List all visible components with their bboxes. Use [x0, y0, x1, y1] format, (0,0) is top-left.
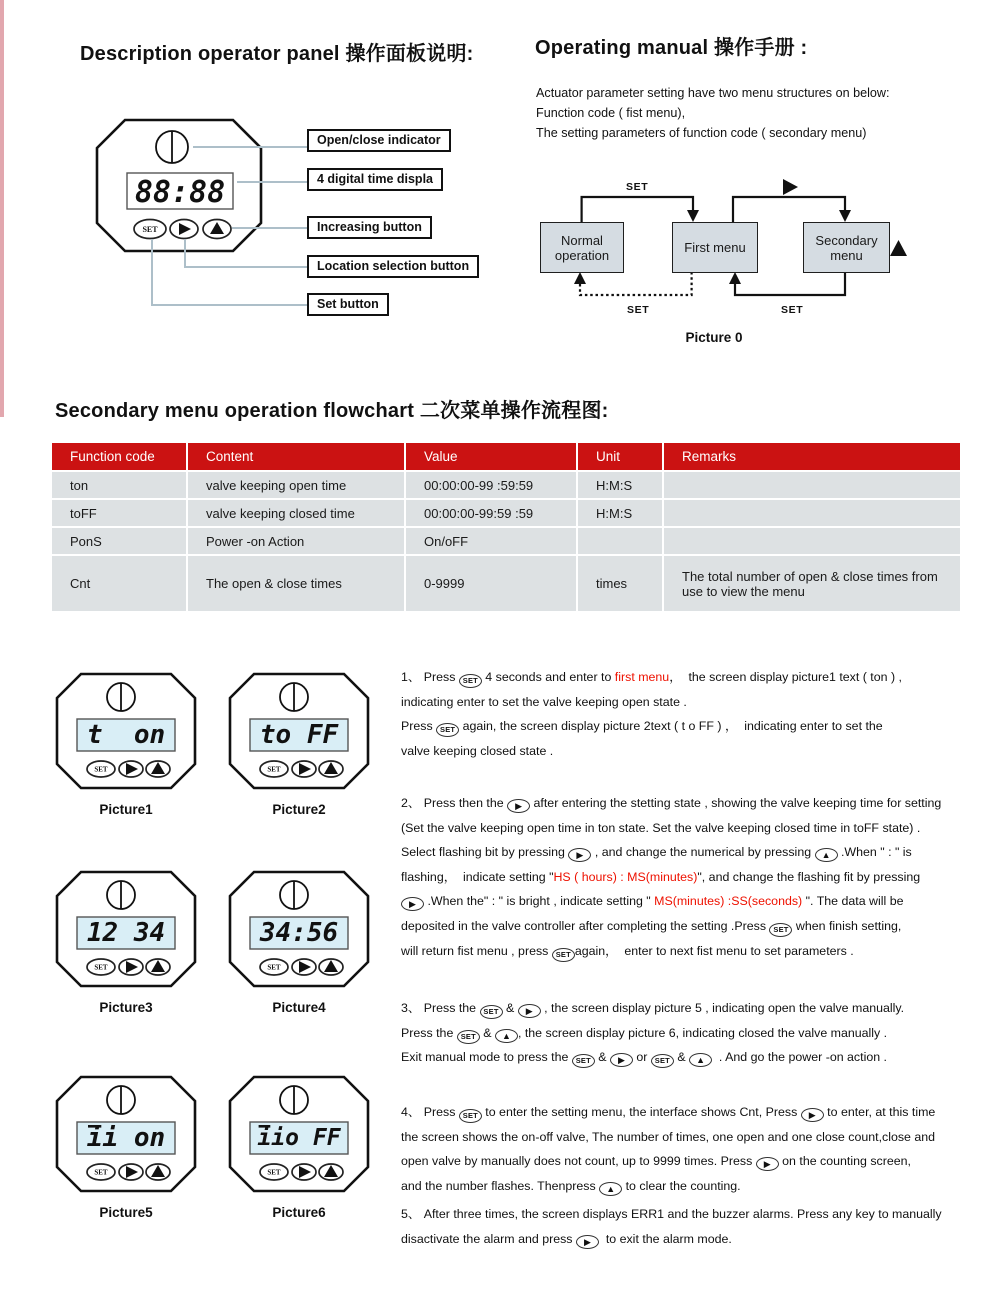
- device-illustration: [55, 870, 197, 988]
- set-key-icon: SET: [552, 948, 575, 962]
- instruction-text: valve keeping closed state .: [401, 743, 554, 758]
- up-key-icon: ▲: [495, 1029, 518, 1043]
- set-key-icon: SET: [459, 1109, 482, 1123]
- table-cell: valve keeping open time: [188, 472, 406, 498]
- instruction-item-3: [401, 996, 904, 1070]
- instruction-line: [401, 1021, 904, 1046]
- picture-caption: Picture3: [99, 1000, 153, 1015]
- instruction-line: [401, 840, 941, 865]
- instruction-text: Press the: [401, 1025, 457, 1040]
- section2-title: Operating manual 操作手册 :: [535, 37, 808, 59]
- set-button-label: SET: [267, 1168, 281, 1177]
- instruction-text: &: [673, 1050, 690, 1065]
- picture-card-3: [55, 870, 197, 1015]
- up-key-icon: ▲: [599, 1182, 622, 1196]
- device-label-1: Open/close indicator: [307, 129, 451, 152]
- instruction-text: Press: [401, 719, 437, 734]
- right-key-icon: ▶: [518, 1004, 541, 1018]
- table-header-row: [52, 443, 960, 470]
- instruction-text: ". The data will be: [802, 894, 904, 909]
- instruction-text: to clear the counting.: [622, 1178, 741, 1193]
- instruction-text: after entering the stetting state , showing the valve keeping time for setting: [530, 796, 942, 810]
- intro-line-1: Actuator parameter setting have two menu structures on below:: [536, 86, 890, 100]
- set-key-icon: SET: [651, 1054, 674, 1068]
- table-header-cell: Remarks: [664, 443, 960, 470]
- table-cell: toFF: [52, 500, 188, 526]
- parameter-table: [52, 443, 960, 613]
- instruction-text: when finish setting,: [792, 918, 902, 933]
- instruction-text: deposited in the valve controller after completing the setting .Press: [401, 918, 770, 933]
- instruction-text: &: [479, 1025, 495, 1040]
- instruction-text: Select flashing bit by pressing: [401, 845, 569, 860]
- instruction-text: , and change the numerical by pressing: [591, 845, 815, 860]
- operator-panel-device: [95, 118, 263, 253]
- right-key-icon: ▶: [576, 1235, 599, 1249]
- arrowhead-up: [729, 272, 741, 284]
- arrow-secondary-to-first: [735, 272, 845, 295]
- device-illustration: [55, 1075, 197, 1193]
- table-header-cell: Content: [188, 443, 406, 470]
- left-edge-strip: [0, 0, 4, 417]
- device-illustration: [228, 870, 370, 988]
- set-key-icon: SET: [769, 923, 792, 937]
- table-cell: H:M:S: [578, 500, 664, 526]
- instruction-line: [401, 996, 904, 1021]
- set-button-label: SET: [267, 765, 281, 774]
- table-cell: The open & close times: [188, 556, 406, 611]
- instruction-text: to enter the setting menu, the interface shows Cnt, Press: [481, 1105, 801, 1119]
- section3-title: Secondary menu operation flowchart 二次菜单操作流程图:: [55, 400, 609, 422]
- flowchart-box-normal-operation: Normal operation: [540, 222, 624, 273]
- instruction-text: , the screen display picture 6, indicating closed the valve manually .: [517, 1025, 888, 1040]
- instruction-item-4: [401, 1100, 935, 1198]
- instruction-text: again， enter to next fist menu to set parameters .: [574, 943, 854, 958]
- right-key-icon: ▶: [610, 1053, 633, 1067]
- picture-caption: Picture4: [272, 1000, 326, 1015]
- picture-caption: Picture2: [272, 802, 326, 817]
- device-label-4: Location selection button: [307, 255, 479, 278]
- connector-line: [237, 181, 307, 183]
- instruction-line: [401, 1202, 942, 1227]
- instruction-text: 2、 Press then the: [401, 796, 508, 810]
- table-cell: 00:00:00-99:59 :59: [406, 500, 578, 526]
- arrowhead-up: [574, 272, 586, 284]
- instruction-text: Exit manual mode to press the: [401, 1050, 572, 1065]
- connector-line: [184, 266, 307, 268]
- instruction-line: [401, 939, 941, 964]
- table-cell: The total number of open & close times from use to view the menu: [664, 556, 960, 611]
- flowchart-box-secondary-menu: Secondary menu: [803, 222, 890, 273]
- lcd-text: to FF: [259, 720, 339, 750]
- instruction-line: [401, 665, 902, 690]
- set-key-icon: SET: [480, 1005, 503, 1019]
- instruction-text: will return fist menu , press: [401, 943, 552, 958]
- instruction-text: open valve by manually does not count, up to 9999 times. Press: [401, 1154, 756, 1169]
- connector-line: [151, 304, 307, 306]
- table-row: [52, 556, 960, 611]
- instruction-line: [401, 1045, 904, 1070]
- table-cell: On/oFF: [406, 528, 578, 554]
- lcd-text: 88:88: [134, 175, 226, 210]
- table-cell: [664, 528, 960, 554]
- table-cell: Power -on Action: [188, 528, 406, 554]
- table-cell: H:M:S: [578, 472, 664, 498]
- instruction-item-1: [401, 665, 902, 763]
- up-key-icon: ▲: [689, 1053, 712, 1067]
- picture-card-2: [228, 672, 370, 817]
- table-cell: [664, 472, 960, 498]
- instruction-text: disactivate the alarm and press: [401, 1231, 576, 1246]
- picture-caption: Picture5: [99, 1205, 153, 1220]
- set-key-icon: SET: [436, 723, 459, 737]
- device-label-3: Increasing button: [307, 216, 432, 239]
- picture-caption: Picture1: [99, 802, 153, 817]
- lcd-text: 34:56: [259, 918, 339, 948]
- set-button-label: SET: [267, 963, 281, 972]
- arrowhead-down: [839, 210, 851, 222]
- set-button-label: SET: [94, 1168, 108, 1177]
- instruction-line: [401, 816, 941, 841]
- instruction-text: or: [632, 1050, 651, 1065]
- instruction-text: . And go the power -on action .: [712, 1050, 887, 1065]
- set-key-icon: SET: [572, 1054, 595, 1068]
- intro-line-2: Function code ( fist menu),: [536, 106, 686, 120]
- set-button-label: SET: [142, 224, 158, 234]
- flowchart-box-first-menu: First menu: [672, 222, 758, 273]
- arrow-first-to-normal-dotted: [580, 272, 692, 295]
- instruction-line: [401, 1125, 935, 1150]
- instruction-text: 1、 Press: [401, 670, 459, 684]
- instruction-text: 5、 After three times, the screen displays ERR1 and the buzzer alarms. Press any key to manually: [401, 1207, 942, 1221]
- right-key-icon: ▶: [756, 1157, 779, 1171]
- right-key-icon: ▶: [507, 799, 530, 813]
- instruction-text: &: [594, 1050, 610, 1065]
- instruction-text: (Set the valve keeping open time in ton state. Set the valve keeping closed time in toFF state) .: [401, 820, 921, 835]
- instruction-text: &: [502, 1001, 518, 1015]
- instruction-text: 3、 Press the: [401, 1001, 480, 1015]
- table-row: [52, 500, 960, 526]
- instruction-item-5: [401, 1202, 942, 1251]
- flowchart-caption: Picture 0: [685, 330, 743, 345]
- section1-title: Description operator panel 操作面板说明:: [80, 43, 474, 65]
- instruction-line: [401, 739, 902, 764]
- connector-line: [193, 146, 307, 148]
- instruction-text: 4、 Press: [401, 1105, 459, 1119]
- table-cell: ton: [52, 472, 188, 498]
- up-key-icon: ▲: [815, 848, 838, 862]
- instruction-text: to exit the alarm mode.: [598, 1231, 732, 1246]
- instruction-text: again, the screen display picture 2text ( t o FF ) ， indicating enter to set the: [459, 719, 883, 734]
- instruction-line: [401, 1100, 935, 1125]
- arrow-first-to-secondary: [733, 197, 845, 222]
- instruction-text: ， the screen display picture1 text ( ton ) ,: [669, 670, 902, 684]
- flowchart-set-label-bottom-right: SET: [781, 304, 804, 316]
- set-key-icon: SET: [457, 1030, 480, 1044]
- instruction-text: .When " : " is: [837, 845, 912, 860]
- instruction-text-red: HS ( hours) : MS(minutes): [553, 869, 698, 884]
- set-key-icon: SET: [459, 674, 482, 688]
- instruction-line: [401, 914, 941, 939]
- table-cell: PonS: [52, 528, 188, 554]
- instruction-text-red: MS(minutes) :SS(seconds): [654, 894, 803, 909]
- device-illustration: [95, 118, 263, 253]
- right-key-icon: ▶: [401, 897, 424, 911]
- right-key-icon: ▶: [568, 848, 591, 862]
- right-key-icon: ▶: [801, 1108, 824, 1122]
- instruction-text: ", and change the flashing fit by pressing: [697, 869, 921, 884]
- up-arrow-key-icon: [890, 240, 907, 256]
- table-header-cell: Unit: [578, 443, 664, 470]
- right-arrow-key-icon: [783, 179, 798, 195]
- instruction-text: , the screen display picture 5 , indicating open the valve manually.: [540, 1001, 905, 1015]
- instruction-text: to enter, at this time: [823, 1105, 936, 1119]
- table-row: [52, 472, 960, 498]
- set-button-label: SET: [94, 765, 108, 774]
- instruction-text: the screen shows the on-off valve, The number of times, one open and one close count,close and: [401, 1129, 936, 1144]
- set-button-label: SET: [94, 963, 108, 972]
- table-row: [52, 528, 960, 554]
- picture-caption: Picture6: [272, 1205, 326, 1220]
- table-cell: Cnt: [52, 556, 188, 611]
- instruction-text: on the counting screen,: [778, 1154, 911, 1169]
- instruction-line: [401, 791, 941, 816]
- instruction-line: [401, 1149, 935, 1174]
- device-label-5: Set button: [307, 293, 389, 316]
- instruction-text: and the number flashes. Thenpress: [401, 1178, 600, 1193]
- picture-card-6: [228, 1075, 370, 1220]
- lcd-text: ii on: [86, 1123, 166, 1153]
- table-header-cell: Value: [406, 443, 578, 470]
- instruction-line: [401, 1227, 942, 1252]
- instruction-item-2: [401, 791, 941, 963]
- table-cell: [664, 500, 960, 526]
- instruction-text: indicating enter to set the valve keeping open state .: [401, 694, 687, 709]
- table-cell: 0-9999: [406, 556, 578, 611]
- instruction-line: [401, 714, 902, 739]
- picture-card-5: [55, 1075, 197, 1220]
- table-cell: valve keeping closed time: [188, 500, 406, 526]
- instruction-line: [401, 1174, 935, 1199]
- device-illustration: [228, 672, 370, 790]
- instruction-text: 4 seconds and enter to: [481, 670, 615, 684]
- instruction-text: .When the" : " is bright , indicate setting ": [424, 894, 655, 909]
- arrow-normal-to-first: [582, 197, 693, 222]
- lcd-text: t on: [86, 720, 166, 750]
- manual-intro: [536, 83, 890, 143]
- connector-line: [232, 227, 307, 229]
- table-header-cell: Function code: [52, 443, 188, 470]
- lcd-text: 12 34: [86, 918, 166, 948]
- picture-card-4: [228, 870, 370, 1015]
- connector-line: [151, 239, 153, 305]
- flowchart-set-label-bottom-left: SET: [627, 304, 650, 316]
- device-label-2: 4 digital time displa: [307, 168, 443, 191]
- instruction-line: [401, 889, 941, 914]
- flowchart-set-label-top: SET: [626, 181, 649, 193]
- device-illustration: [228, 1075, 370, 1193]
- table-cell: times: [578, 556, 664, 611]
- connector-line: [184, 239, 186, 268]
- device-illustration: [55, 672, 197, 790]
- table-cell: [578, 528, 664, 554]
- arrowhead-down: [687, 210, 699, 222]
- lcd-text: iio FF: [257, 1125, 341, 1151]
- intro-line-3: The setting parameters of function code ( secondary menu): [536, 126, 867, 140]
- table-cell: 00:00:00-99 :59:59: [406, 472, 578, 498]
- picture-card-1: [55, 672, 197, 817]
- instruction-text: flashing， indicate setting ": [401, 869, 554, 884]
- instruction-line: [401, 865, 941, 890]
- instruction-line: [401, 690, 902, 715]
- instruction-text-red: first menu: [614, 670, 670, 684]
